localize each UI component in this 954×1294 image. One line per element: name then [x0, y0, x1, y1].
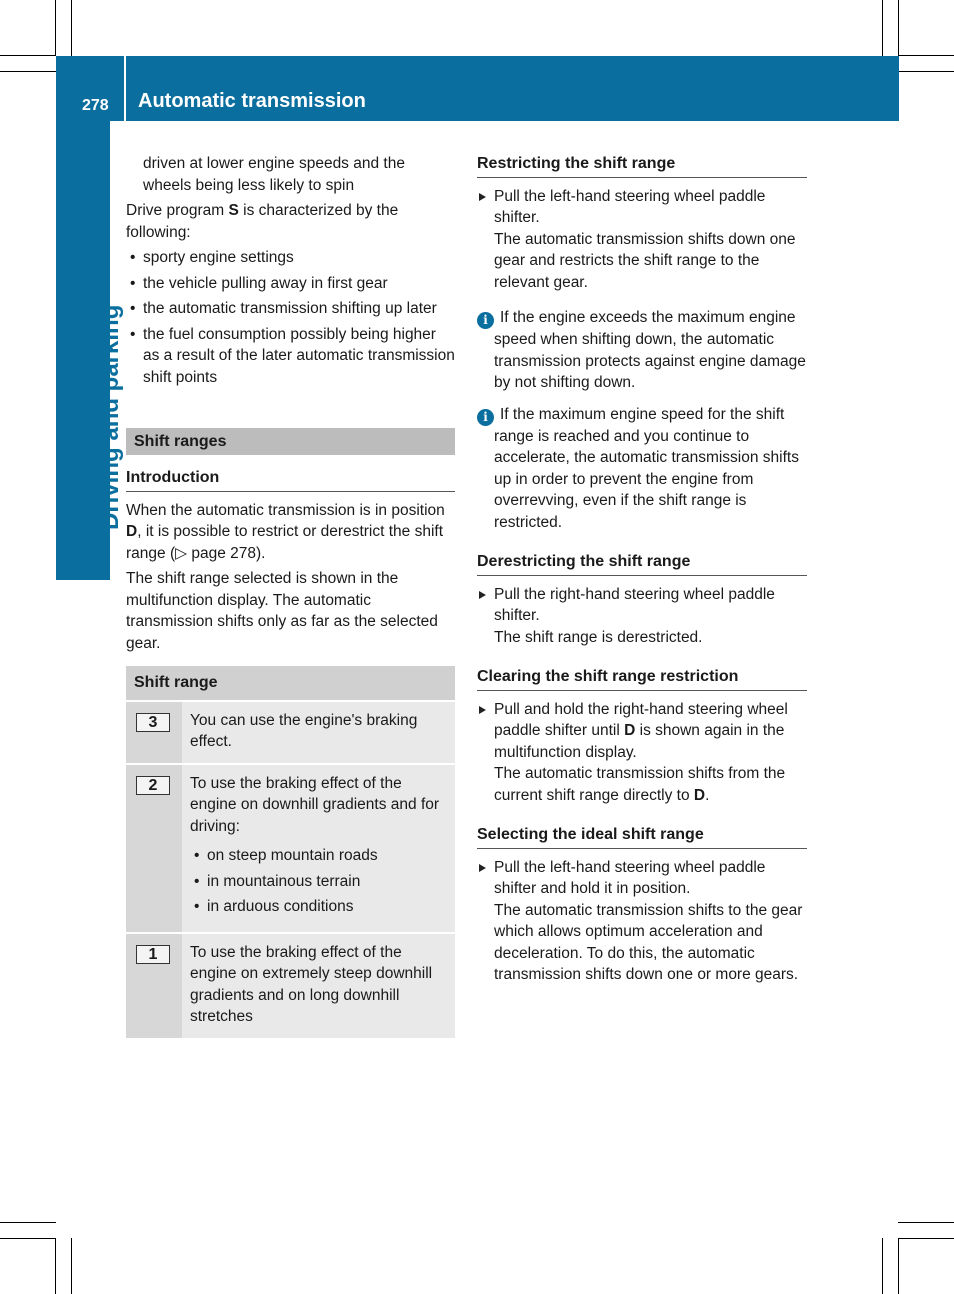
- crop-mark: [882, 0, 883, 56]
- step-result: The automatic transmission shifts from the current shift range directly to: [494, 765, 786, 804]
- crop-mark: [71, 1238, 72, 1294]
- desc-cell: [182, 764, 455, 933]
- info-note: [477, 307, 807, 394]
- introduction-heading: Introduction: [126, 467, 455, 492]
- crop-mark: [0, 1222, 56, 1223]
- crop-mark: [898, 0, 899, 56]
- table-row: [126, 933, 455, 1039]
- info-note: [477, 404, 807, 534]
- crop-mark: [898, 1238, 899, 1294]
- row-text: To use the braking effect of the engine on downhill gradients and for driving:: [190, 774, 440, 835]
- step-list: [477, 857, 807, 986]
- bullet-list: [190, 845, 447, 918]
- drive-program-letter: S: [228, 202, 239, 219]
- list-item: • sporty engine settings: [126, 247, 455, 269]
- step-text: is shown again in the multifunction display.: [494, 722, 785, 761]
- crop-mark: [0, 55, 56, 56]
- step-list: [477, 584, 807, 649]
- crop-mark: [55, 0, 56, 56]
- step-item: [477, 186, 807, 294]
- info-icon: i: [477, 409, 494, 426]
- left-column: [126, 153, 455, 1040]
- crop-mark: [882, 1238, 883, 1294]
- paragraph: [126, 200, 455, 243]
- chapter-title: Automatic transmission: [138, 90, 366, 112]
- ideal-heading: Selecting the ideal shift range: [477, 824, 807, 849]
- step-item: [477, 584, 807, 649]
- position-letter: D: [126, 523, 138, 540]
- step-result: The automatic transmission shifts to the gear which allows optimum acceleration and deceleration. To do this, the automatic transmission shifts down one or more gears.: [494, 901, 803, 983]
- step-text: Pull the left-hand steering wheel paddle shifter and hold it in position.: [494, 858, 766, 897]
- step-result: .: [705, 786, 710, 804]
- step-result: The automatic transmission shifts down one gear and restricts the shift range to the relevant gear.: [494, 230, 796, 291]
- step-result: The shift range is derestricted.: [494, 628, 703, 646]
- paragraph: [126, 500, 455, 565]
- restrict-heading: Restricting the shift range: [477, 153, 807, 178]
- side-tab-label: Driving and parking: [97, 304, 124, 530]
- crop-mark: [898, 55, 954, 56]
- list-item: • the fuel consumption possibly being higher as a result of the later automatic transmission shift points: [126, 324, 455, 389]
- row-text: You can use the engine's braking effect.: [190, 711, 418, 750]
- step-item: [477, 699, 807, 807]
- bullet-list: [126, 247, 455, 388]
- info-text: If the engine exceeds the maximum engine speed when shifting down, the automatic transmission protects against engine damage by not shifting down.: [494, 309, 806, 391]
- header-divider: [124, 56, 126, 121]
- gear-key-3: 3: [136, 713, 170, 732]
- gear-key-1: 1: [136, 945, 170, 964]
- info-text: If the maximum engine speed for the shift range is reached and you continue to accelerate, the automatic transmission shifts up in order to prevent the engine from overrevving, even if the shift range is restricted.: [494, 405, 799, 531]
- step-list: [477, 186, 807, 294]
- crop-mark: [0, 1238, 56, 1239]
- crop-mark: [898, 1238, 954, 1239]
- paragraph: The shift range selected is shown in the multifunction display. The automatic transmission shifts only as far as the selected gear.: [126, 570, 438, 652]
- derestrict-heading: Derestricting the shift range: [477, 551, 807, 576]
- key-cell: [126, 701, 182, 764]
- position-letter: D: [624, 722, 636, 739]
- text: When the automatic transmission is in position: [126, 501, 445, 519]
- desc-cell: [182, 933, 455, 1039]
- text: , it is possible to restrict or derestrict the shift range (▷ page 278).: [126, 523, 444, 562]
- step-text: Pull the right-hand steering wheel paddle shifter.: [494, 585, 775, 624]
- shift-range-table: [126, 666, 455, 1040]
- list-item: • on steep mountain roads: [190, 845, 447, 867]
- crop-mark: [0, 71, 56, 72]
- page-number: 278: [82, 97, 109, 114]
- table-header: Shift range: [126, 666, 455, 701]
- step-item: [477, 857, 807, 986]
- table-row: [126, 764, 455, 933]
- right-column: [477, 153, 807, 1000]
- step-text: Pull the left-hand steering wheel paddle shifter.: [494, 187, 766, 226]
- list-item: • in mountainous terrain: [190, 871, 447, 893]
- crop-mark: [55, 1238, 56, 1294]
- key-cell: [126, 764, 182, 933]
- gear-key-2: 2: [136, 776, 170, 795]
- info-icon: i: [477, 312, 494, 329]
- clear-heading: Clearing the shift range restriction: [477, 666, 807, 691]
- list-item: • the vehicle pulling away in first gear: [126, 273, 455, 295]
- position-letter: D: [693, 786, 706, 804]
- step-text: Pull and hold the right-hand steering wheel paddle shifter until: [494, 700, 788, 739]
- crop-mark: [898, 71, 954, 72]
- section-title: Shift ranges: [126, 428, 455, 455]
- text: is characterized by the following:: [126, 202, 399, 241]
- list-item: • in arduous conditions: [190, 896, 447, 918]
- list-item: • the automatic transmission shifting up later: [126, 298, 455, 320]
- text: Drive program: [126, 202, 229, 219]
- crop-mark: [898, 1222, 954, 1223]
- bullet-continuation: driven at lower engine speeds and the wheels being less likely to spin: [143, 155, 405, 194]
- table-row: [126, 701, 455, 764]
- crop-mark: [71, 0, 72, 56]
- row-text: To use the braking effect of the engine on extremely steep downhill gradients and on long downhill stretches: [190, 943, 433, 1025]
- key-cell: [126, 933, 182, 1039]
- step-list: [477, 699, 807, 807]
- desc-cell: [182, 701, 455, 764]
